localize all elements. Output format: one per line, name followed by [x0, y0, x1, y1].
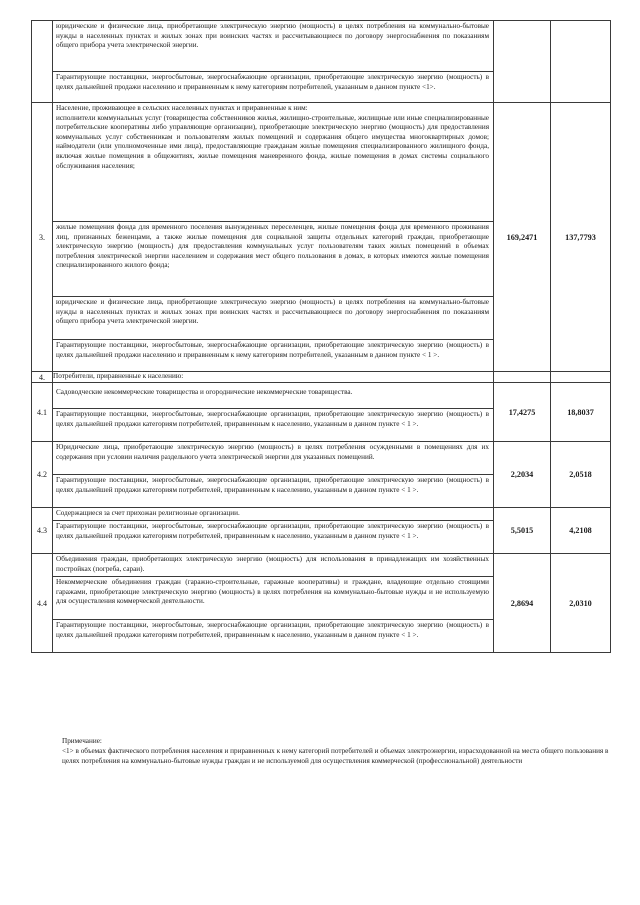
row-subitem: жилые помещения фонда для временного поселения вынужденных переселенцев, жилые помещения фонда для временного проживания лиц, признанных беженцами, а также жилые помещения для социальной защиты отдельных категорий граждан, приобретающие электрическую энергию (мощность) для предоставления коммунальных услуг пользователям таких жилых помещений в объемах потребления электрической энергии населением и содержания мест общего пользования в домах, в которых имеются жилые помещения специализированного жилого фонда; [53, 221, 493, 296]
row-subitem: Гарантирующие поставщики, энергосбытовые, энергоснабжающие организации, приобретающие электрическую энергию (мощность) в целях дальнейшей продажи категориям потребителей, приравненным к населению, указанным в данном пункте < 1 >. [53, 619, 493, 652]
row-subitem: Гарантирующие поставщики, энергосбытовые, энергоснабжающие организации, приобретающие электрическую энергию (мощность) в целях дальнейшей продажи населению и приравненным к нему категориям потребителей, указанным в данном пункте < 1 >. [53, 339, 493, 371]
row-description [53, 442, 494, 508]
table-row [32, 442, 611, 508]
value-col1 [494, 21, 551, 103]
row-description [53, 554, 494, 653]
row-subitem: юридические и физические лица, приобретающие электрическую энергию (мощность) в целях потребления на коммунально-бытовые нужды в населенных пунктах и жилых зонах при воинских частях и рассчитывающиеся по договору энергоснабжения по показаниям общего прибора учета электрической энергии. [56, 22, 489, 50]
row-description [53, 103, 494, 372]
footnote-heading: Примечание: [62, 737, 102, 745]
row-subitem: Гарантирующие поставщики, энергосбытовые, энергоснабжающие организации, приобретающие электрическую энергию (мощность) в целях дальнейшей продажи категориям потребителей, приравненным к населению, указанным в данном пункте < 1 >. [53, 408, 493, 441]
value-col1: 169,2471 [494, 103, 551, 372]
value-col2: 2,0518 [551, 442, 611, 508]
tariff-table [31, 20, 611, 653]
row-subitem: Население, проживающее в сельских населенных пунктах и приравненные к ним: исполнители коммунальных услуг (товарищества собственников жилья, жилищно-строительные, жилищные или иные специализированные потребительские кооперативы либо управляющие организации), приобретающие электрическую энергию (мощность) для предоставления коммунальных услуг собственникам и пользователям жилых помещений и содержания общего имущества многоквартирных домов; наймодатели (или уполномоченные ими лица), предоставляющие гражданам жилые помещения специализированного жилищного фонда, включая жилые помещения в общежитиях, жилые помещения маневренного фонда, жилые помещения в домах системы социального обслуживания населения; [56, 104, 489, 170]
value-col2: 18,8037 [551, 383, 611, 442]
row-subitem: Некоммерческие объединения граждан (гаражно-строительные, гаражные кооперативы) и граждане, владеющие отдельно стоящими гаражами, приобретающие электрическую энергию (мощность) в целях потребления на коммунально-бытовые нужды и не используемую для осуществления коммерческой деятельности. [53, 576, 493, 619]
value-col1: 2,8694 [494, 554, 551, 653]
value-col1: 17,4275 [494, 383, 551, 442]
row-description [53, 21, 494, 103]
row-description [53, 508, 494, 554]
row-subitem: Гарантирующие поставщики, энергосбытовые, энергоснабжающие организации, приобретающие электрическую энергию (мощность) в целях дальнейшей продажи населению и приравненным к нему категориям потребителей, указанным в данном пункте <1>. [53, 71, 493, 102]
row-number: 4.4 [32, 554, 53, 653]
value-col1 [494, 372, 551, 383]
table-row [32, 554, 611, 653]
row-subitem: юридические и физические лица, приобретающие электрическую энергию (мощность) в целях потребления на коммунально-бытовые нужды в населенных пунктах и жилых зонах при воинских частях и рассчитывающиеся по договору энергоснабжения по показаниям общего прибора учета электрической энергии. [53, 296, 493, 339]
row-number: 4. [32, 372, 53, 383]
value-col2: 4,2108 [551, 508, 611, 554]
row-description: Потребители, приравненные к населению: [53, 372, 494, 383]
footnote [62, 736, 610, 766]
table-row [32, 372, 611, 383]
row-number: 4.1 [32, 383, 53, 442]
table-row [32, 103, 611, 372]
value-col1: 5,5015 [494, 508, 551, 554]
row-subitem: Юридические лица, приобретающие электрическую энергию (мощность) в целях потребления осужденными в помещениях для их содержания при условии наличия раздельного учета электрической энергии для указанных помещений. [56, 443, 489, 461]
row-number: 4.3 [32, 508, 53, 554]
footnote-text: <1> в объемах фактического потребления населения и приравненных к нему категорий потребителей и объемах электроэнергии, израсходованной на места общего пользования в целях потребления на коммунально-бытовые нужды граждан и не используемой для осуществления коммерческой (профессиональной) деятельности [62, 747, 609, 765]
row-number: 3. [32, 103, 53, 372]
value-col1: 2,2034 [494, 442, 551, 508]
table-row [32, 21, 611, 103]
table-row [32, 508, 611, 554]
value-col2: 137,7793 [551, 103, 611, 372]
row-subitem: Содержащиеся за счет прихожан религиозные организации. [56, 509, 240, 517]
row-number [32, 21, 53, 103]
row-subitem: Гарантирующие поставщики, энергосбытовые, энергоснабжающие организации, приобретающие электрическую энергию (мощность) в целях дальнейшей продажи категориям потребителей, приравненным к населению, указанным в данном пункте < 1 >. [53, 520, 493, 553]
row-number: 4.2 [32, 442, 53, 508]
row-subitem: Гарантирующие поставщики, энергосбытовые, энергоснабжающие организации, приобретающие электрическую энергию (мощность) в целях дальнейшей продажи категориям потребителей, приравненным к населению, указанным в данном пункте < 1 >. [53, 474, 493, 507]
row-subitem: Объединения граждан, приобретающих электрическую энергию (мощность) для использования в принадлежащих им хозяйственных постройках (погреба, сараи). [56, 555, 489, 573]
value-col2 [551, 372, 611, 383]
value-col2: 2,0310 [551, 554, 611, 653]
row-subitem: Садоводческие некоммерческие товарищества и огороднические некоммерческие товарищества. [56, 388, 353, 396]
table-row [32, 383, 611, 442]
value-col2 [551, 21, 611, 103]
row-description [53, 383, 494, 442]
